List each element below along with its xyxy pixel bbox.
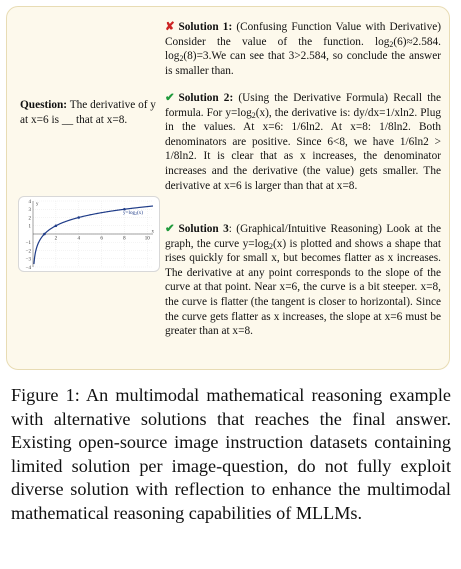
solution-1-text: (Confusing Function Value with Derivative) Consider the value of the function. log bbox=[165, 21, 441, 48]
figure-caption: Figure 1: An multimodal mathematical reasoning example with alternative solutions that reaches the final answer. Existing open-source image instruction datasets containing limited solution per image-question, do not fully exploit diverse solution with reflection to enhance the multimodal mathematical reasoning capabilities of MLLMs. bbox=[11, 385, 451, 523]
y-tick-label: −3 bbox=[25, 257, 31, 263]
solution-3 bbox=[165, 222, 441, 339]
solution-3-text: : (Graphical/Intuitive Reasoning) Look at the graph, the curve y=log bbox=[165, 223, 441, 250]
x-tick-label: 6 bbox=[100, 236, 103, 242]
subscript: 2 bbox=[389, 39, 394, 49]
solution-2-title: Solution 2: bbox=[178, 92, 234, 104]
y-tick-label: −4 bbox=[25, 265, 31, 271]
x-tick-label: 8 bbox=[123, 236, 126, 242]
curve-point bbox=[77, 216, 80, 219]
log-graph bbox=[18, 196, 160, 272]
solution-2-text: (Using the Derivative Formula) Recall the formula. For y=log bbox=[165, 92, 442, 119]
y-tick-label: 4 bbox=[28, 199, 31, 205]
curve-point bbox=[43, 233, 46, 236]
y-tick-label: 2 bbox=[28, 216, 31, 222]
x-tick-label: 4 bbox=[77, 236, 80, 242]
solution-3-text: (x) is plotted and shows a shape that rises quickly for small x, but becomes flatter as x increases. The derivative at any point corresponds to the slope of the curve at that point. Near x=6, the curve is a bit steeper. x=8, the curve is flatter (the tangent is closer to horizontal). Since the curve gets flatter as x increases, the slope at x=6 must be greater than at x=8. bbox=[165, 237, 441, 338]
solution-2 bbox=[165, 91, 441, 193]
question-text bbox=[20, 98, 160, 127]
solution-1-text: (8)=3.We can see that 3>2.584, so conclude the answer is smaller than. bbox=[165, 50, 441, 77]
solution-3-title: Solution 3 bbox=[178, 223, 229, 235]
solution-1-title: Solution 1: bbox=[178, 21, 233, 33]
subscript: 2 bbox=[269, 241, 273, 251]
y-tick-label: 1 bbox=[28, 224, 31, 230]
subscript: 2 bbox=[179, 54, 184, 64]
subscript: 2 bbox=[251, 110, 256, 120]
curve-legend: $y=\log_2(x)$ bbox=[123, 209, 144, 216]
y-tick-label: 3 bbox=[28, 208, 31, 214]
check-mark-icon: ✔ bbox=[165, 223, 175, 235]
x-tick-label: 2 bbox=[54, 236, 58, 242]
question-body: The derivative of y at x=6 is __ that at x=8. bbox=[20, 99, 156, 126]
y-tick-label: −1 bbox=[25, 241, 31, 247]
solution-2-text: (x), the derivative is: dy/dx=1/xln2. Plug in the values. At x=6: 1/6ln2. At x=8: 1/8ln2. Both denominators are positive. Since 6<8, we have 1/6ln2 > 1/8ln2. It is clear that as x increases, the denominator increases and the derivative (the value) gets smaller. The derivative at x=6 is larger than that at x=8. bbox=[165, 106, 441, 192]
x-axis-label: x bbox=[151, 229, 154, 235]
solution-1 bbox=[165, 20, 441, 78]
log-graph-svg bbox=[19, 197, 159, 271]
y-tick-label: −2 bbox=[25, 249, 31, 255]
wrong-mark-icon: ✘ bbox=[165, 21, 175, 33]
graph-ticks bbox=[26, 200, 155, 271]
y-axis-label: y bbox=[36, 202, 39, 207]
solution-1-text: (6)≈2.584. log bbox=[165, 35, 441, 63]
question-label: Question: bbox=[20, 99, 68, 111]
curve-points bbox=[43, 208, 126, 235]
curve-point bbox=[55, 224, 58, 227]
check-mark-icon: ✔ bbox=[165, 92, 175, 104]
x-tick-label: 10 bbox=[144, 236, 150, 242]
